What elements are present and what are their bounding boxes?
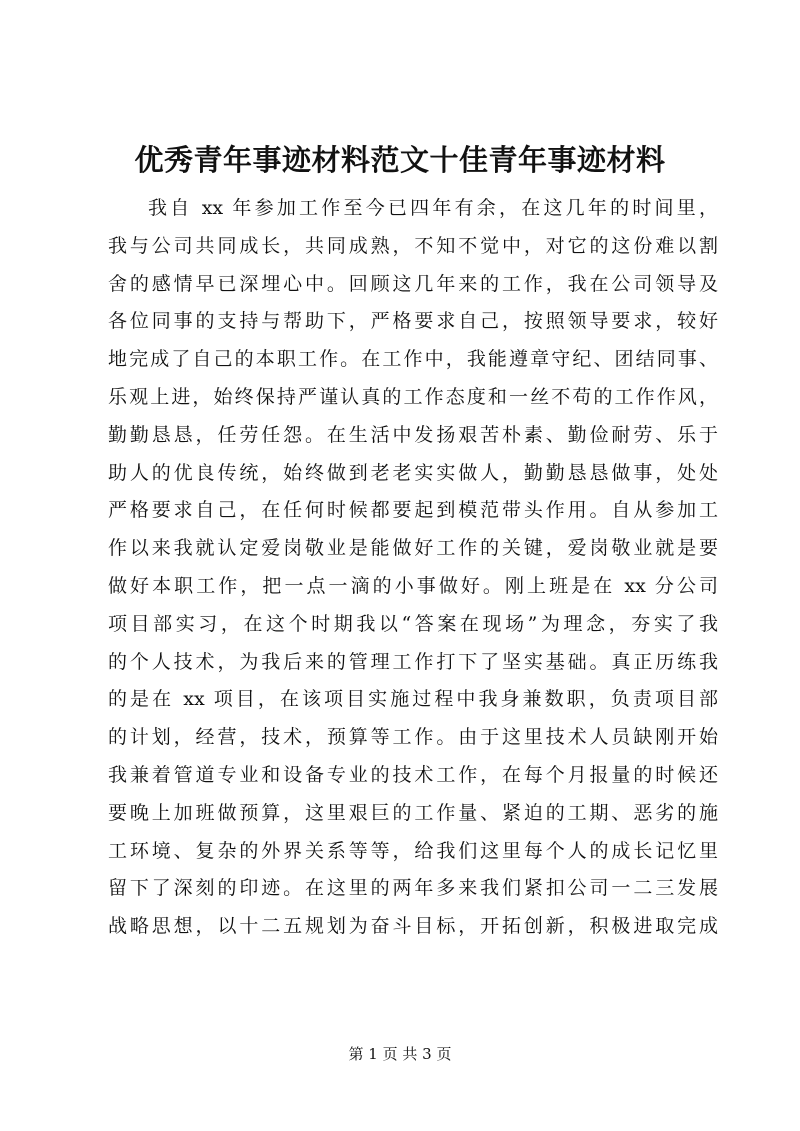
body-line: 项目部实习，在这个时期我以“答案在现场”为理念，夯实了我 [108,612,718,635]
document-body [108,190,718,946]
body-line: 战略思想，以十二五规划为奋斗目标，开拓创新，积极进取完成 [108,915,718,938]
body-line: 我与公司共同成长，共同成熟，不知不觉中，对它的这份难以割 [108,234,718,257]
body-line: 要晚上加班做预算，这里艰巨的工作量、紧迫的工期、恶劣的施 [108,801,718,824]
body-line: 严格要求自己，在任何时候都要起到模范带头作用。自从参加工 [108,499,718,522]
body-line: 我自 xx 年参加工作至今已四年有余，在这几年的时间里， [148,197,718,219]
body-line: 做好本职工作，把一点一滴的小事做好。刚上班是在 xx 分公司 [108,574,718,597]
body-line: 的计划，经营，技术，预算等工作。由于这里技术人员缺刚开始 [108,726,718,749]
body-line: 工环境、复杂的外界关系等等，给我们这里每个人的成长记忆里 [108,839,718,862]
body-line: 作以来我就认定爱岗敬业是能做好工作的关键，爱岗敬业就是要 [108,537,718,560]
body-line: 留下了深刻的印迹。在这里的两年多来我们紧扣公司一二三发展 [108,877,718,900]
body-line: 乐观上进，始终保持严谨认真的工作态度和一丝不苟的工作作风， [108,385,718,408]
body-line: 我兼着管道专业和设备专业的技术工作，在每个月报量的时候还 [108,763,718,786]
body-line: 各位同事的支持与帮助下，严格要求自己，按照领导要求，较好 [108,310,718,333]
document-title: 优秀青年事迹材料范文十佳青年事迹材料 [134,143,666,177]
body-line: 地完成了自己的本职工作。在工作中，我能遵章守纪、团结同事、 [108,348,718,371]
body-line: 的是在 xx 项目，在该项目实施过程中我身兼数职，负责项目部 [108,688,718,711]
body-line: 舍的感情早已深埋心中。回顾这几年来的工作，我在公司领导及 [108,272,718,295]
page-footer: 第 1 页 共 3 页 [348,1045,452,1063]
body-line: 助人的优良传统，始终做到老老实实做人，勤勤恳恳做事，处处 [108,461,718,484]
body-line: 的个人技术，为我后来的管理工作打下了坚实基础。真正历练我 [108,650,718,673]
body-line: 勤勤恳恳，任劳任怨。在生活中发扬艰苦朴素、勤俭耐劳、乐于 [108,423,718,446]
